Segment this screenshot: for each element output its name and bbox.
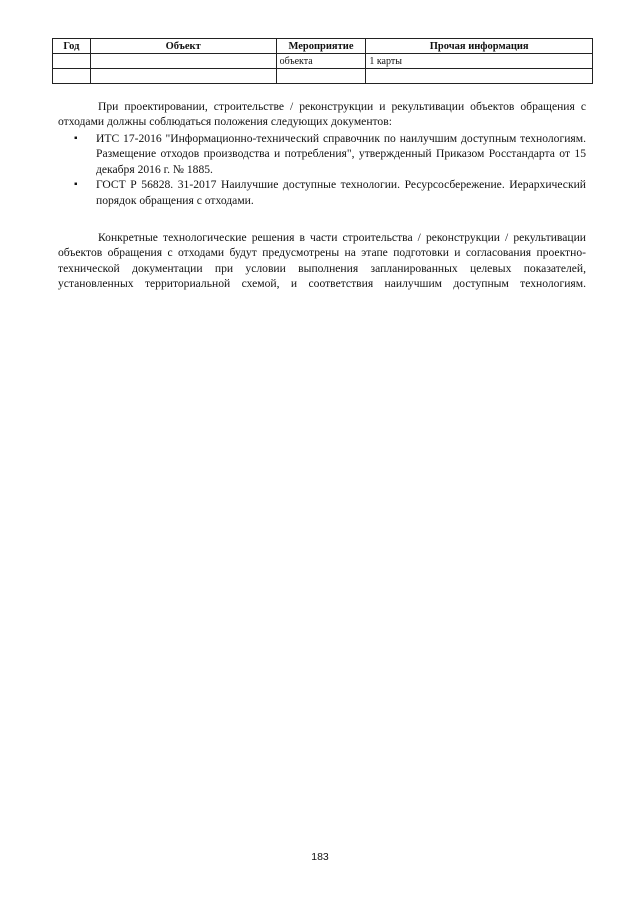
column-header-year: Год bbox=[53, 39, 91, 54]
table-row bbox=[53, 54, 593, 69]
table-row bbox=[53, 69, 593, 84]
table-cell bbox=[53, 54, 91, 69]
column-header-other-info: Прочая информация bbox=[366, 39, 593, 54]
list-item-text: ИТС 17-2016 "Информационно-технический справочник по наилучшим доступным технологиям. Размещение отходов производства и потребления", утвержденный Приказом Росстандарта от 15 декабря 2016 г. № 1885. bbox=[96, 132, 586, 176]
table-cell: объекта bbox=[276, 54, 366, 69]
list-item bbox=[58, 131, 586, 177]
page-number: 183 bbox=[311, 851, 329, 863]
column-header-measure: Мероприятие bbox=[276, 39, 366, 54]
table-header-row bbox=[53, 39, 593, 54]
column-header-object: Объект bbox=[90, 39, 276, 54]
bullet-icon: ▪ bbox=[74, 179, 78, 191]
table-cell bbox=[90, 54, 276, 69]
table-cell bbox=[90, 69, 276, 84]
measures-table bbox=[52, 38, 593, 84]
table-cell bbox=[276, 69, 366, 84]
list-item-text: ГОСТ Р 56828. 31-2017 Наилучшие доступные технологии. Ресурсосбережение. Иерархический порядок обращения с отходами. bbox=[96, 178, 586, 207]
list-item bbox=[58, 177, 586, 208]
bullet-icon: ▪ bbox=[74, 133, 78, 144]
intro-paragraph: При проектировании, строительстве / реконструкции и рекультивации объектов обращения с отходами должны соблюдаться положения следующих документов: bbox=[58, 100, 586, 129]
table-cell bbox=[53, 69, 91, 84]
documents-list bbox=[58, 131, 586, 208]
conclusion-paragraph: Конкретные технологические решения в части строительства / реконструкции / рекультивации объектов обращения с отходами будут предусмотрены на этапе подготовки и согласования проектно-технической документации при условии выполнения запланированных целевых показателей, установленных территориальной схемой, и соответствия наилучшим доступным технологиям. bbox=[58, 231, 586, 291]
table-cell bbox=[366, 69, 593, 84]
table-cell: 1 карты bbox=[366, 54, 593, 69]
